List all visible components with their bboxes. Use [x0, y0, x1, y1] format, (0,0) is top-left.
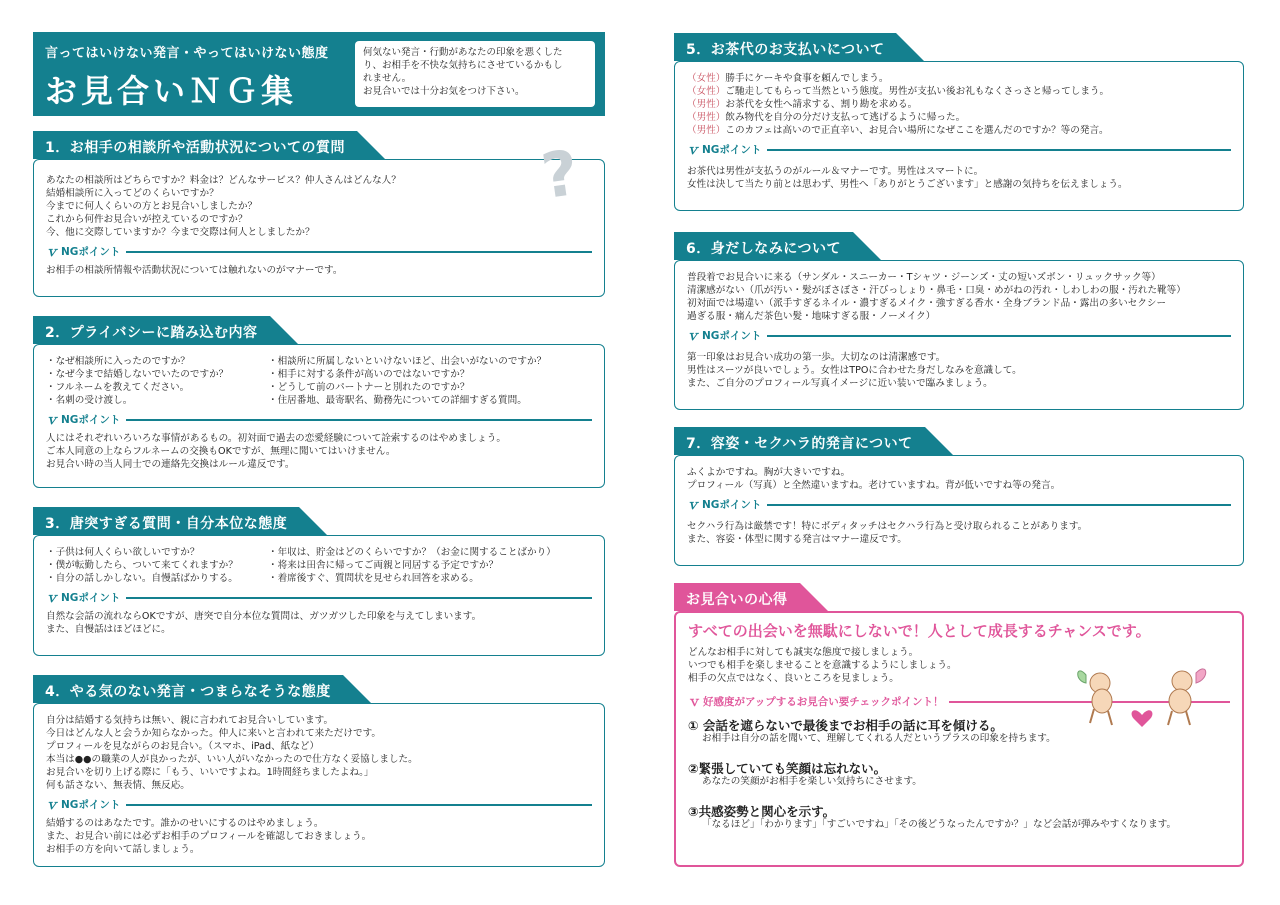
list-item: ・どうして前のパートナーと別れたのですか？ — [268, 382, 470, 393]
list-item: 今日はどんな人と会うか知らなかった。仲人に来いと言われて来ただけです。 — [46, 728, 382, 739]
heart-icon — [1132, 710, 1153, 727]
section-6 — [674, 232, 1244, 410]
page-title: お見合いＮＧ集 — [45, 72, 298, 110]
item-text: 勝手にケーキや食事を頼んでしまう。 — [725, 73, 889, 84]
ng-check-icon: ｖ — [43, 590, 62, 606]
section-body — [674, 260, 1244, 410]
list-item: ・フルネームを教えてください。 — [46, 382, 190, 393]
mindset-headline: すべての出会いを無駄にしないで！人として成長するチャンスです。 — [688, 622, 1151, 640]
section-mindset — [674, 583, 1244, 867]
ng-point-label: NGポイント — [702, 329, 762, 342]
ng-point-label: NGポイント — [702, 143, 762, 156]
list-item: 今までに何人くらいの方とお見合いしましたか？ — [46, 201, 258, 212]
divider-line — [126, 804, 592, 806]
section-7 — [674, 427, 1244, 566]
ng-point-divider — [684, 328, 1231, 344]
list-item: 結婚相談所に入ってどのくらいですか？ — [46, 188, 219, 199]
ng-check-icon: ｖ — [43, 797, 62, 813]
section-body — [674, 611, 1244, 867]
list-item — [687, 98, 1231, 111]
intro-note-line: 何気ない発言・行動があなたの印象を悪くした — [363, 47, 563, 58]
list-item: プロフィールを見ながらのお見合い。（スマホ、iPad、紙など） — [46, 741, 320, 752]
divider-line — [126, 251, 592, 253]
ng-text: 男性はスーツが良いでしょう。女性はTPOに合わせた身だしなみを意識して。 — [687, 365, 1022, 376]
list-item: ・将来は田舎に帰ってご両親と同居する予定ですか？ — [268, 560, 499, 571]
section-title: 1．お相手の相談所や活動状況についての質問 — [33, 131, 357, 159]
ng-text: また、お見合い前には必ずお相手のプロフィールを確認しておきましょう。 — [46, 831, 372, 842]
ng-text: お見合い時の当人同士での連絡先交換はルール違反です。 — [46, 459, 295, 470]
divider-line — [767, 504, 1231, 506]
list-item: お見合いを切り上げる際に「もう、いいですよね。1時間経ちましたよね。」 — [46, 767, 374, 778]
point-title: ③共感姿勢と関心を示す。 — [688, 804, 836, 819]
item-text: このカフェは高いので正直辛い、お見合い場所になぜここを選んだのですか？等の発言。 — [725, 125, 1109, 136]
intro-note-line: れません。 — [363, 73, 412, 84]
list-item: 今、他に交際していますか？今まで交際は何人としましたか？ — [46, 227, 315, 238]
divider-line — [126, 419, 592, 421]
ng-text: また、容姿・体型に関する発言はマナー違反です。 — [687, 534, 907, 545]
section-body — [33, 703, 605, 867]
ng-check-icon: ｖ — [43, 412, 62, 428]
section-title: 6．身だしなみについて — [674, 232, 853, 260]
section-title: お見合いの心得 — [674, 583, 800, 611]
section-title: 3．唐突すぎる質問・自分本位な態度 — [33, 507, 299, 535]
list-item: 普段着でお見合いに来る（サンダル・スニーカー・Tシャツ・ジーンズ・丈の短いズボン・リュックサック等） — [687, 272, 1161, 283]
list-item: ・名刺の受け渡し。 — [46, 395, 133, 406]
list-item: あなたの相談所はどちらですか？料金は？どんなサービス？仲人さんはどんな人？ — [46, 175, 401, 186]
cupid-icon — [1168, 669, 1206, 725]
ng-text: ご本人同意の上ならフルネームの交換もOKですが、無理に聞いてはいけません。 — [46, 446, 396, 457]
ng-check-icon: ｖ — [684, 497, 703, 513]
ng-check-icon: ｖ — [684, 142, 703, 158]
list-item: プロフィール（写真）と全然違いますね。老けていますね。背が低いですね等の発言。 — [687, 480, 1061, 491]
ng-text: お茶代は男性が支払うのがルール＆マナーです。男性はスマートに。 — [687, 166, 984, 177]
list-item: ・自分の話しかしない。自慢話ばかりする。 — [46, 573, 238, 584]
section-body — [674, 455, 1244, 566]
gender-tag: （女性） — [687, 73, 726, 84]
list-item: 本当は●●の職業の人が良かったが、いい人がいなかったので仕方なく妥協しました。 — [46, 754, 418, 765]
list-item: 自分は結婚する気持ちは無い、親に言われてお見合いしています。 — [46, 715, 334, 726]
divider-line — [767, 335, 1231, 337]
page-subtitle: 言ってはいけない発言・やってはいけない態度 — [45, 46, 329, 61]
item-text: お茶代を女性へ請求する、割り勘を求める。 — [725, 99, 918, 110]
divider-line — [126, 597, 592, 599]
title-block — [33, 32, 605, 116]
section-2 — [33, 316, 605, 488]
section-5 — [674, 33, 1244, 211]
gender-tag: （男性） — [687, 125, 726, 136]
list-item: ・相談所に所属しないといけないほど、出会いがないのですか？ — [268, 356, 547, 367]
ng-text: 第一印象はお見合い成功の第一歩。大切なのは清潔感です。 — [687, 352, 946, 363]
ng-point-label: NGポイント — [61, 798, 121, 811]
item-text: ご馳走してもらって当然という態度。男性が支払い後お礼もなくさっさと帰ってしまう。 — [725, 86, 1110, 97]
divider-line — [767, 149, 1231, 151]
section-title: 5．お茶代のお支払いについて — [674, 33, 896, 61]
ng-text: 人にはそれぞれいろいろな事情があるもの。初対面で過去の恋愛経験について詮索するのはやめましょう。 — [46, 433, 506, 444]
list-item — [687, 111, 1231, 124]
intro-note — [355, 41, 595, 107]
ng-point-label: NGポイント — [702, 498, 762, 511]
section-4 — [33, 675, 605, 867]
ng-text: お相手の相談所情報や活動状況については触れないのがマナーです。 — [46, 265, 343, 276]
list-item: 過ぎる服・痛んだ茶色い髪・地味すぎる服・ノーメイク） — [687, 311, 936, 322]
ng-point-divider — [43, 412, 592, 428]
section-title: 4．やる気のない発言・つまらなそうな態度 — [33, 675, 343, 703]
ng-point-label: NGポイント — [61, 413, 121, 426]
list-item: これから何件お見合いが控えているのですか？ — [46, 214, 248, 225]
ng-point-divider — [43, 590, 592, 606]
point-title: ②緊張していても笑顔は忘れない。 — [688, 761, 887, 776]
list-item: ・着席後すぐ、質問状を見せられ回答を求める。 — [268, 573, 479, 584]
ng-point-divider — [43, 797, 592, 813]
point-desc: お相手は自分の話を聞いて、理解してくれる人だというプラスの印象を持ちます。 — [702, 733, 1056, 744]
point-desc: あなたの笑顔がお相手を楽しい気持ちにさせます。 — [702, 776, 922, 787]
ng-text: 自然な会話の流れならOKですが、唐突で自分本位な質問は、ガツガツした印象を与えてしまいます。 — [46, 611, 482, 622]
intro-line: いつでも相手を楽しませることを意識するようにしましょう。 — [688, 660, 957, 671]
check-point-label: 好感度がアップするお見合い要チェックポイント！ — [703, 695, 944, 708]
ng-text: 結婚するのはあなたです。誰かのせいにするのはやめましょう。 — [46, 818, 324, 829]
ng-point-divider — [684, 497, 1231, 513]
list-item: ・相手に対する条件が高いのではないですか？ — [268, 369, 470, 380]
check-icon: ｖ — [688, 694, 702, 710]
point-title: ① 会話を遮らないで最後までお相手の話に耳を傾ける。 — [688, 718, 1003, 733]
list-item: ・僕が転勤したら、ついて来てくれますか？ — [46, 560, 238, 571]
section-1 — [33, 131, 605, 297]
ng-point-divider — [43, 244, 592, 260]
ng-check-icon: ｖ — [43, 244, 62, 260]
ng-text: また、自慢話はほどほどに。 — [46, 624, 171, 635]
section-body — [33, 344, 605, 488]
cupids-heart-illustration — [1072, 653, 1212, 743]
intro-note-line: お見合いでは十分お気をつけ下さい。 — [363, 86, 525, 97]
section-body — [674, 61, 1244, 211]
list-item: ・なぜ相談所に入ったのですか？ — [46, 356, 190, 367]
section-title: 7．容姿・セクハラ的発言について — [674, 427, 925, 455]
ng-point-divider — [684, 142, 1231, 158]
intro-line: どんなお相手に対しても誠実な態度で接しましょう。 — [688, 647, 919, 658]
question-mark-icon: ? — [537, 135, 583, 214]
list-item: ・子供は何人くらい欲しいですか？ — [46, 547, 200, 558]
section-title: 2．プライバシーに踏み込む内容 — [33, 316, 270, 344]
intro-note-line: り、お相手を不快な気持ちにさせているかもし — [363, 60, 563, 71]
list-item: ・なぜ今まで結婚しないでいたのですか？ — [46, 369, 229, 380]
intro-line: 相手の欠点ではなく、良いところを見ましょう。 — [688, 673, 899, 684]
list-item: ・住居番地、最寄駅名、勤務先についての詳細すぎる質問。 — [268, 395, 527, 406]
item-text: 飲み物代を自分の分だけ支払って逃げるように帰った。 — [725, 112, 966, 123]
gender-tag: （女性） — [687, 86, 726, 97]
ng-text: セクハラ行為は厳禁です！特にボディタッチはセクハラ行為と受け取られることがあります。 — [687, 521, 1088, 532]
gender-tag: （男性） — [687, 99, 726, 110]
ng-text: また、ご自分のプロフィール写真イメージに近い装いで臨みましょう。 — [687, 378, 993, 389]
list-item: 初対面では場違い（派手すぎるネイル・濃すぎるメイク・強すぎる香水・全身ブランド品・露出の多いセクシー — [687, 298, 1167, 309]
gender-tag: （男性） — [687, 112, 726, 123]
list-item — [687, 124, 1231, 137]
list-item — [687, 85, 1231, 98]
ng-point-label: NGポイント — [61, 245, 121, 258]
section-body — [33, 535, 605, 656]
list-item: 清潔感がない（爪が汚い・髪がぼさぼさ・汗びっしょり・鼻毛・口臭・めがねの汚れ・しわしわの服・汚れた靴等） — [687, 285, 1186, 296]
cupid-icon — [1078, 671, 1112, 725]
list-item — [687, 72, 1231, 85]
ng-point-label: NGポイント — [61, 591, 121, 604]
list-item: ふくよかですね。胸が大きいですね。 — [687, 467, 851, 478]
ng-text: お相手の方を向いて話しましょう。 — [46, 844, 200, 855]
ng-text: 女性は決して当たり前とは思わず、男性へ「ありがとうございます」と感謝の気持ちを伝えましょう。 — [687, 179, 1128, 190]
point-desc: 「なるほど」「わかります」「すごいですね」「その後どうなったんですか？」など会話が弾みやすくなります。 — [702, 819, 1177, 830]
section-3 — [33, 507, 605, 656]
ng-check-icon: ｖ — [684, 328, 703, 344]
list-item: ・年収は、貯金はどのくらいですか？（お金に関することばかり） — [268, 547, 556, 558]
list-item: 何も話さない、無表情、無反応。 — [46, 780, 190, 791]
